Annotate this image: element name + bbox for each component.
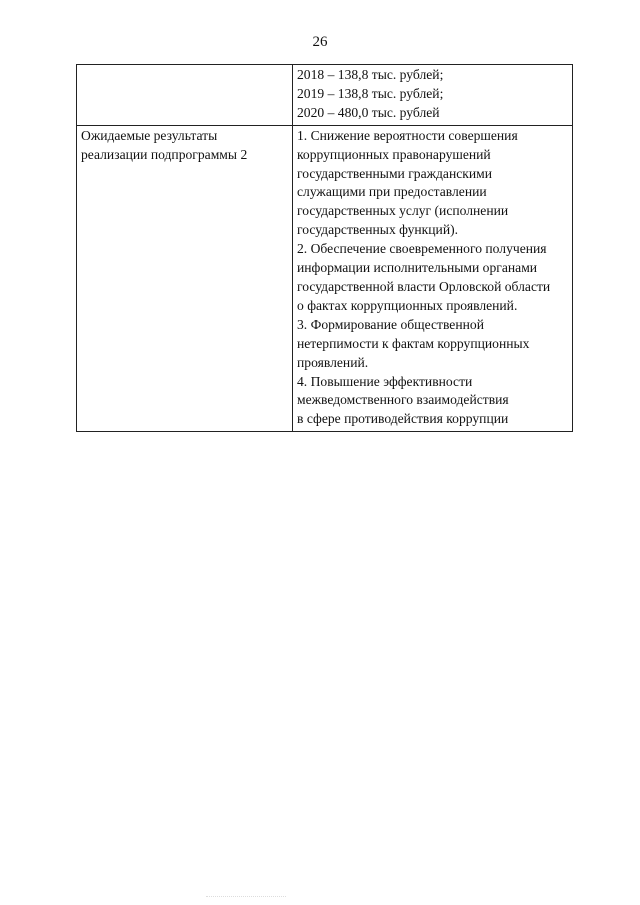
funding-line-2018: 2018 – 138,8 тыс. рублей; [297, 67, 444, 82]
label-line: реализации подпрограммы 2 [81, 146, 248, 162]
result-line: проявлений. [297, 354, 369, 370]
result-line: 3. Формирование общественной [297, 316, 484, 332]
table-row-funding [77, 65, 573, 126]
table-cell-label [77, 125, 293, 432]
result-line: государственных функций). [297, 222, 459, 238]
funding-line-2019: 2019 – 138,8 тыс. рублей; [297, 85, 444, 101]
table-cell-label [77, 65, 293, 126]
result-line: в сфере противодействия коррупции [297, 411, 509, 427]
label-line: Ожидаемые результаты [81, 127, 218, 143]
result-line: информации исполнительными органами [297, 260, 538, 276]
result-line: нетерпимости к фактам коррупционных [297, 335, 530, 351]
result-line: государственными гражданскими [297, 165, 493, 181]
result-line: государственных услуг (исполнении [297, 203, 509, 219]
table-cell-funding [293, 65, 573, 126]
result-line: 1. Снижение вероятности совершения [297, 127, 518, 143]
table-cell-results [293, 125, 573, 432]
result-line: межведомственного взаимодействия [297, 392, 509, 408]
result-line: коррупционных правонарушений [297, 146, 491, 162]
funding-line-2020: 2020 – 480,0 тыс. рублей [297, 104, 440, 120]
result-line: о фактах коррупционных проявлений. [297, 297, 518, 313]
scan-artifact-mark [206, 892, 286, 897]
table-row-expected-results [77, 125, 573, 432]
result-line: служащими при предоставлении [297, 184, 487, 200]
result-line: государственной власти Орловской области [297, 278, 551, 294]
page-number: 26 [312, 34, 328, 50]
result-line: 4. Повышение эффективности [297, 373, 473, 389]
program-table [76, 64, 573, 432]
result-line: 2. Обеспечение своевременного получения [297, 241, 547, 257]
